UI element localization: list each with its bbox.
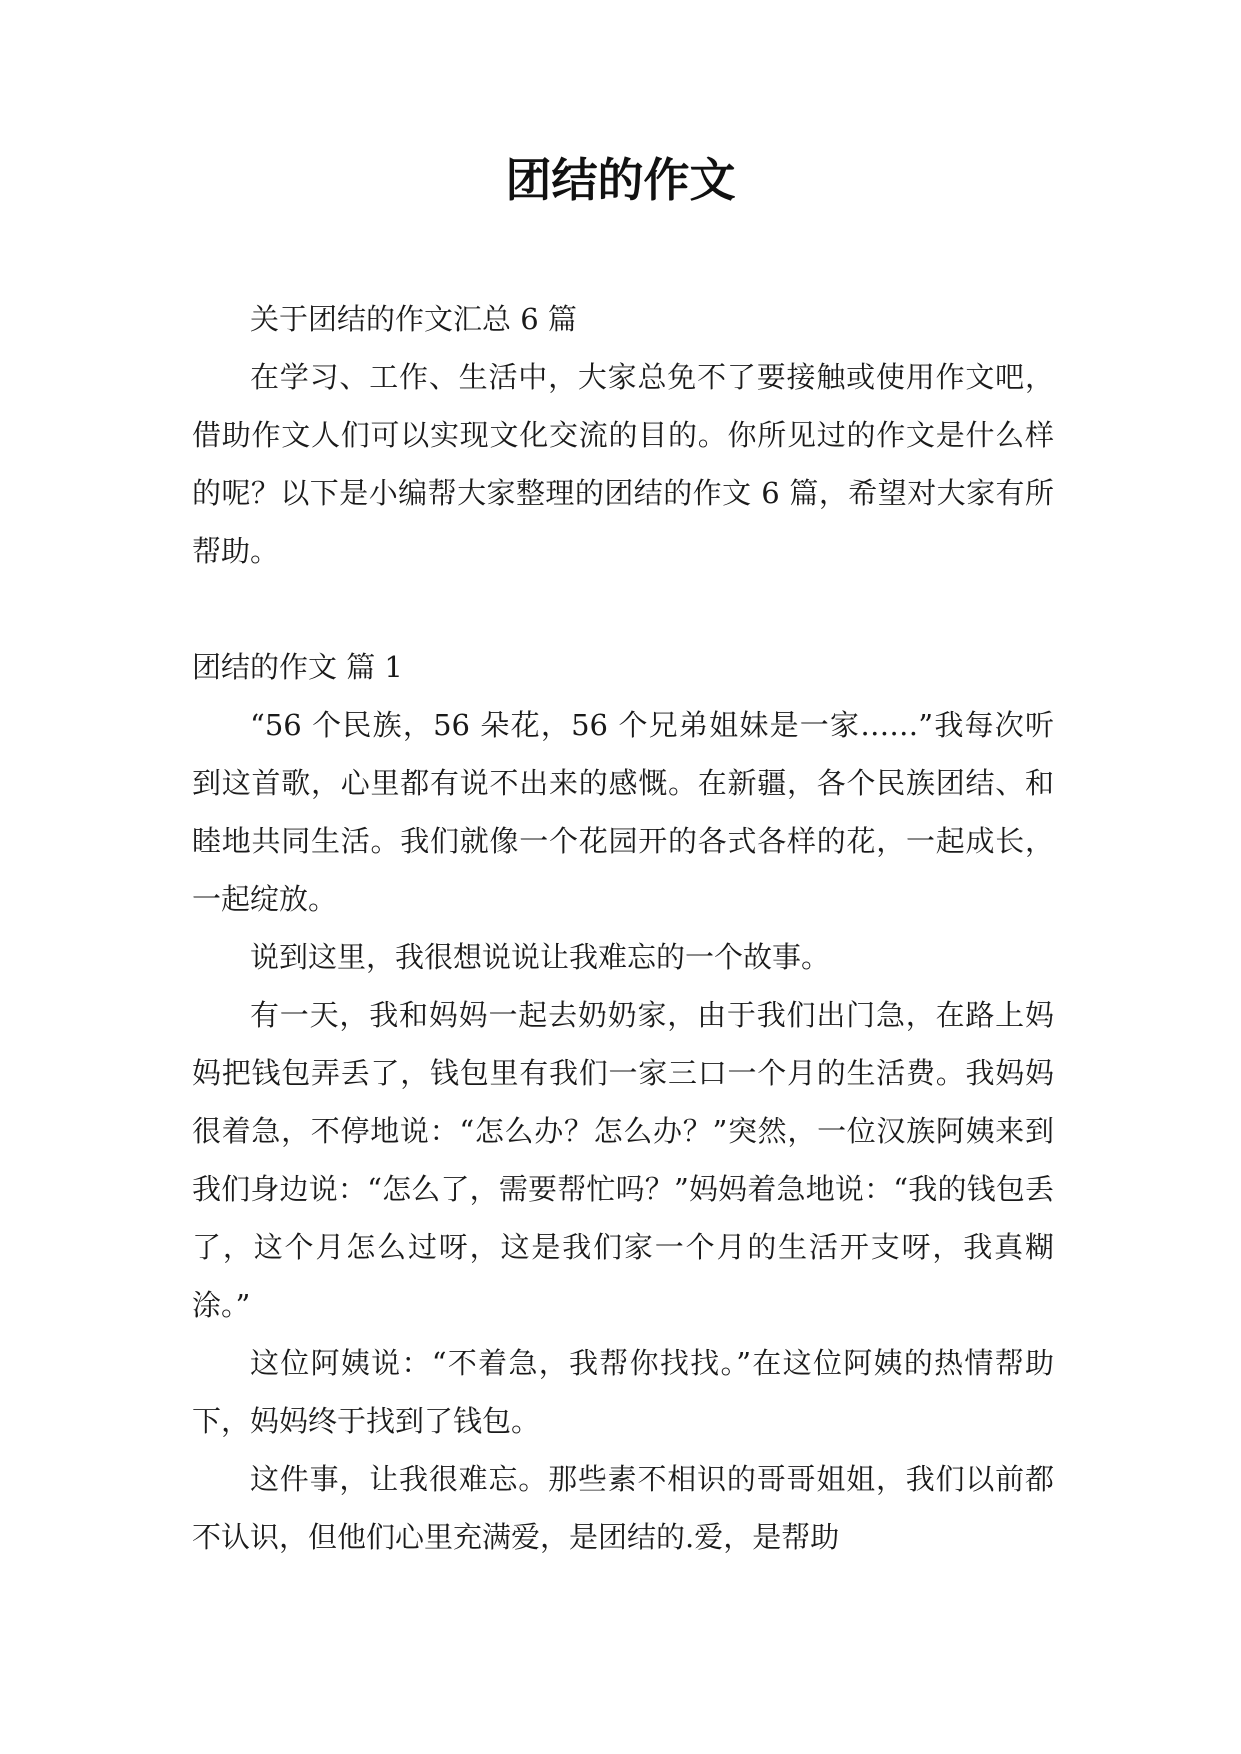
section-heading: 团结的作文 篇 1 bbox=[192, 650, 403, 684]
body-paragraph: 这件事，让我很难忘。那些素不相识的哥哥姐姐，我们以前都不认识，但他们心里充满爱，是团结的.爱，是帮助 bbox=[192, 1462, 1054, 1554]
document-body bbox=[192, 290, 1054, 1566]
intro-paragraph: 在学习、工作、生活中，大家总免不了要接触或使用作文吧，借助作文人们可以实现文化交流的目的。你所见过的作文是什么样的呢？以下是小编帮大家整理的团结的作文 6 篇，希望对大家有所帮助。 bbox=[192, 360, 1054, 568]
body-paragraph: “56 个民族，56 朵花，56 个兄弟姐妹是一家……”我每次听到这首歌，心里都有说不出来的感慨。在新疆，各个民族团结、和睦地共同生活。我们就像一个花园开的各式各样的花，一起成长，一起绽放。 bbox=[192, 708, 1054, 916]
document-subtitle: 关于团结的作文汇总 6 篇 bbox=[250, 302, 577, 336]
document-title: 团结的作文 bbox=[505, 153, 736, 207]
body-paragraph: 说到这里，我很想说说让我难忘的一个故事。 bbox=[250, 940, 831, 974]
body-paragraph: 有一天，我和妈妈一起去奶奶家，由于我们出门急，在路上妈妈把钱包弄丢了，钱包里有我们一家三口一个月的生活费。我妈妈很着急，不停地说：“怎么办？怎么办？”突然，一位汉族阿姨来到我们身边说：“怎么了，需要帮忙吗？”妈妈着急地说：“我的钱包丢了，这个月怎么过呀，这是我们家一个月的生活开支呀，我真糊涂。” bbox=[192, 998, 1054, 1322]
body-paragraph: 这位阿姨说：“不着急，我帮你找找。”在这位阿姨的热情帮助下，妈妈终于找到了钱包。 bbox=[192, 1346, 1054, 1438]
